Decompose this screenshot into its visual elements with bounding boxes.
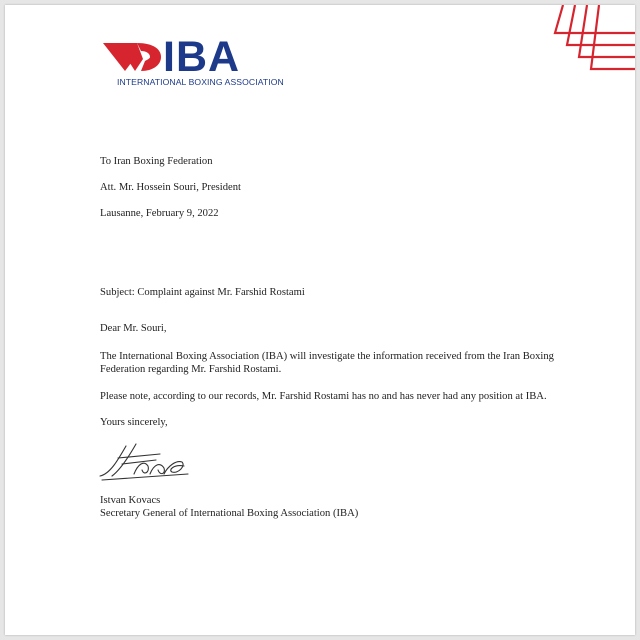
subject-line: Subject: Complaint against Mr. Farshid Rostami [100,287,305,298]
signatory-name: Istvan Kovacs [100,495,161,506]
handwritten-signature [98,440,198,482]
salutation: Dear Mr. Souri, [100,323,167,334]
recipient-line: To Iran Boxing Federation [100,156,213,167]
organization-name: INTERNATIONAL BOXING ASSOCIATION [117,77,284,87]
body-paragraph: Please note, according to our records, Mr. Farshid Rostami has no and has never had any position at IBA. [100,391,547,402]
attention-line: Att. Mr. Hossein Souri, President [100,182,241,193]
body-paragraph: The International Boxing Association (IBA) will investigate the information received from the Iran Boxing Federation regarding Mr. Farshid Rostami. [100,351,554,375]
closing: Yours sincerely, [100,417,168,428]
iba-wordmark: IBA [163,33,241,81]
place-date: Lausanne, February 9, 2022 [100,208,219,219]
letter-page [5,5,635,635]
iba-logo [101,33,284,97]
corner-stripes-decoration [545,5,635,77]
iba-emblem-icon [101,37,161,77]
signatory-title: Secretary General of International Boxing Association (IBA) [100,508,359,519]
